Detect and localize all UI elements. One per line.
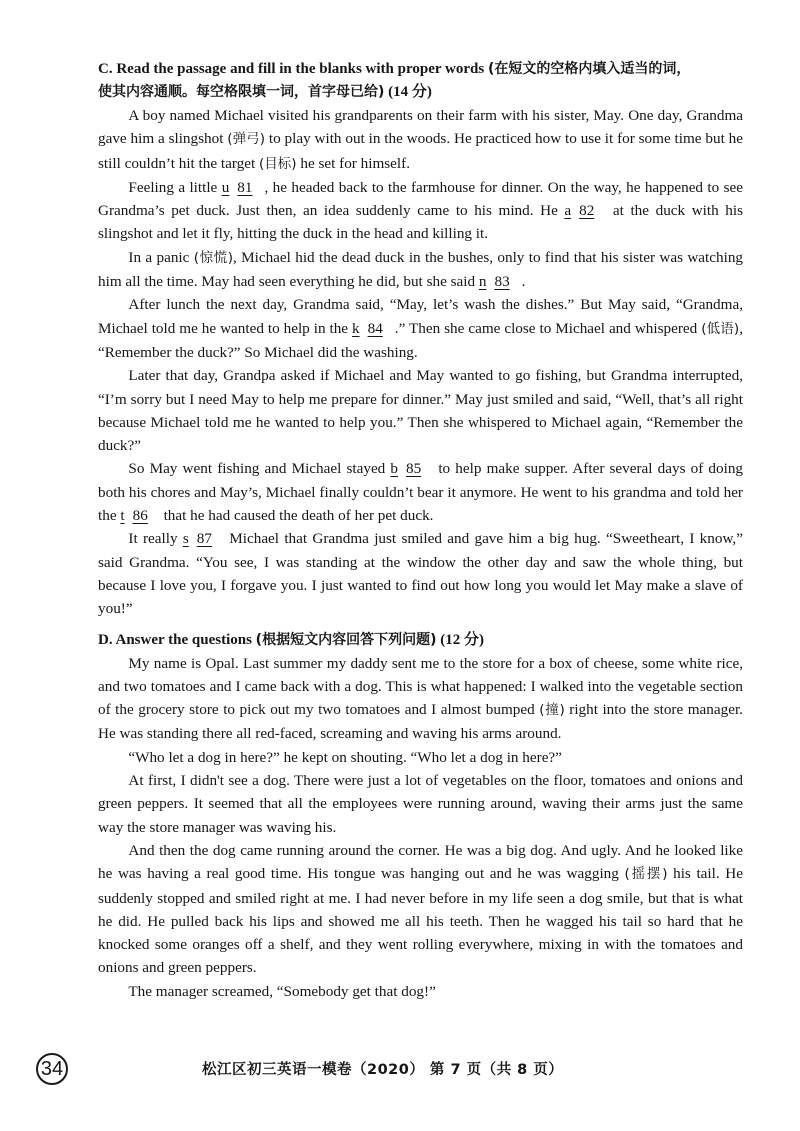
text: Later that day, Grandpa asked if Michael and May wanted to go fishing, but Grandma interrupted, “I’m sorry but I need May to help me prepare for dinner.” May just smiled and said, “Well, that’s all right because Michael told me he wanted to help you.” Then she whispered to Michael again, “Remember the duck?”	[98, 367, 743, 455]
section-d-heading-cn: (根据短文内容回答下列问题)	[255, 631, 437, 648]
page-content	[98, 58, 743, 1003]
section-d-heading-en: D. Answer the questions	[98, 631, 252, 648]
section-d-paragraph-3	[98, 769, 743, 839]
text: My name is Opal. Last summer my daddy sent me to the store for a box of cheese, some white rice, and two tomatoes and I came back with a dog. This is what happened: I walked into the vegetable section of the grocery store to pick out my two tomatoes and I almost bumped	[98, 654, 743, 719]
blank-number: 84	[367, 319, 383, 337]
blank-letter: t	[120, 507, 125, 525]
text: .	[521, 273, 526, 291]
blank-87[interactable]	[183, 530, 224, 547]
text: It really	[128, 530, 183, 548]
section-c-heading-cn-2: 使其内容通顺。每空格限填一词，首字母已给)	[98, 84, 385, 100]
blank-85[interactable]	[390, 460, 433, 477]
text: , Michael hid the dead duck in the bushes, only to find that his sister was watching him all the time. May had seen everything he did, but she said	[98, 248, 744, 291]
text: , “Remember the duck?” So Michael did the washing.	[98, 319, 743, 361]
blank-letter: b	[390, 460, 399, 478]
text: at the duck with his slingshot and let it fly, hitting the duck in the head and killing it.	[98, 202, 744, 243]
text: A boy named Michael visited his grandparents on their farm with his sister, May. One day, Grandma gave him a slingshot	[98, 107, 743, 148]
cn-gloss: (目标)	[259, 155, 297, 172]
blank-82[interactable]	[564, 202, 606, 219]
section-d-paragraph-1	[98, 652, 743, 746]
section-d-paragraph-2	[98, 746, 743, 769]
section-c-score: (14 分)	[388, 84, 432, 100]
blank-86[interactable]	[120, 507, 159, 524]
section-c-paragraph-6	[98, 457, 743, 527]
cn-gloss: (惊慌)	[193, 249, 233, 266]
text: , he headed back to the farmhouse for dinner. On the way, he happened to see Grandma’s pet duck. Just then, an idea suddenly came to his mind. He	[98, 178, 744, 220]
text: right into the store manager. He was standing there all red-faced, screaming and waving his arms around.	[98, 701, 743, 743]
text: to play with out in the woods. He practiced how to use it for some time but he still couldn’t hit the target	[98, 130, 743, 172]
section-d-score: (12 分)	[440, 631, 484, 648]
text: Feeling a little	[128, 178, 222, 196]
section-c-paragraph-2	[98, 176, 743, 246]
blank-letter: a	[564, 202, 572, 220]
blank-number: 86	[132, 507, 148, 525]
blank-84[interactable]	[352, 320, 395, 337]
text: .” Then she came close to Michael and whispered	[394, 319, 702, 337]
cn-gloss: (撞)	[539, 702, 565, 719]
section-d-paragraph-5	[98, 980, 743, 1003]
text: “Who let a dog in here?” he kept on shouting. “Who let a dog in here?”	[128, 748, 562, 766]
section-c-heading	[98, 58, 743, 104]
page-footer	[0, 1053, 800, 1087]
section-c-paragraph-7	[98, 527, 743, 620]
cn-gloss: (弹弓)	[227, 131, 265, 148]
footer-exam-info: 松江区初三英语一模卷（2020） 第 7 页（共 8 页）	[202, 1062, 564, 1078]
blank-number: 85	[406, 460, 422, 478]
blank-number: 87	[196, 530, 212, 548]
text: And then the dog came running around the corner. He was a big dog. And ugly. And he looked like he was having a real good time. His tongue was hanging out and he was wagging	[98, 841, 743, 883]
section-c-paragraph-3	[98, 246, 743, 294]
blank-number: 81	[237, 178, 253, 196]
text: he set for himself.	[296, 154, 411, 172]
cn-gloss: (摇摆)	[624, 866, 668, 883]
text: At first, I didn't see a dog. There were just a lot of vegetables on the floor, tomatoes and onions and green peppers. It seemed that all the employees were running around, waving their arms just the same way the store manager was waving his.	[98, 772, 743, 836]
cn-gloss: (低语)	[701, 320, 740, 337]
blank-letter: s	[182, 530, 189, 548]
blank-number: 83	[494, 273, 510, 291]
text: his tail. He suddenly stopped and smiled right at me. I had never before in my life seen a dog smile, but that is what he did. He pulled back his lips and showed me all his teeth. Then he wagged his tail so hard that he knocked some oranges off a shelf, and they went rolling everywhere, mixing in with the tomatoes and onions and green peppers.	[98, 865, 743, 977]
page-circle-number: 34	[36, 1053, 68, 1085]
text: In a panic	[128, 248, 194, 266]
text: The manager screamed, “Somebody get that dog!”	[128, 982, 436, 1000]
text: Michael that Grandma just smiled and gave him a big hug. “Sweetheart, I know,” said Grandma. “You see, I was standing at the window the other day and saw the whole thing, but because I love you, I forgave you. I just wanted to find out how long you would let May make a slave of you!”	[98, 530, 743, 618]
section-d-paragraph-4	[98, 839, 743, 980]
blank-83[interactable]	[479, 273, 522, 290]
blank-number: 82	[579, 202, 595, 220]
text: to help make supper. After several days of doing both his chores and May’s, Michael finally couldn’t bear it anymore. He went to his grandma and told her the	[98, 460, 744, 525]
section-c-paragraph-4	[98, 293, 743, 364]
text: After lunch the next day, Grandma said, “May, let’s wash the dishes.” But May said, “Grandma, Michael told me he wanted to help in the	[98, 296, 743, 337]
section-d-heading	[98, 629, 743, 652]
blank-letter: k	[352, 319, 360, 337]
section-c-paragraph-1	[98, 104, 743, 176]
blank-letter: n	[478, 273, 487, 291]
text: So May went fishing and Michael stayed	[128, 460, 391, 478]
section-c-heading-en: C. Read the passage and fill in the blanks with proper words	[98, 61, 485, 77]
blank-81[interactable]	[222, 179, 265, 196]
section-c-heading-cn-1: (在短文的空格内填入适当的词，	[487, 61, 691, 77]
section-c-paragraph-5	[98, 364, 743, 457]
text: that he had caused the death of her pet duck.	[159, 507, 434, 525]
blank-letter: u	[221, 178, 230, 196]
